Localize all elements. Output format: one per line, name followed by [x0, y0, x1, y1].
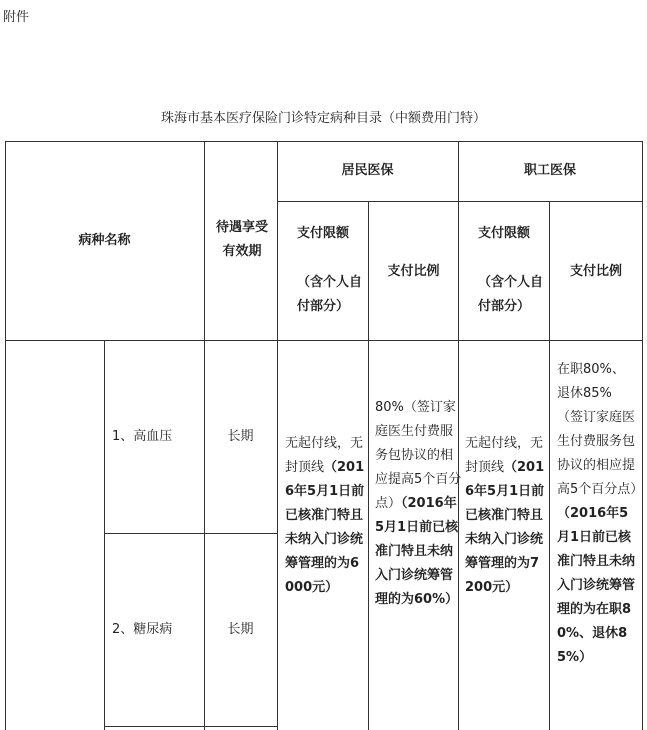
- employee-limit-plain: 无起付线，无封顶线: [465, 436, 544, 475]
- resident-ratio-cell: [375, 396, 465, 612]
- header-validity: 待遇享受有效期: [215, 220, 268, 259]
- header-resident-insurance: 居民医保: [341, 163, 394, 178]
- employee-ratio-bold: （2016年5月1日前已核准门特且未纳入门诊统筹管理的为在职80%、退休85%）: [557, 506, 636, 665]
- header-employee-insurance: 职工医保: [523, 163, 576, 178]
- employee-ratio-plain: 在职80%、退休85%（签订家庭医生付费服务包协议的相应提高5个百分点）: [557, 362, 644, 497]
- resident-ratio-plain: 80%（签订家庭医生付费服务包协议的相应提高5个百分点）: [375, 400, 462, 511]
- header-resident-limit-label: 支付限额: [297, 226, 350, 241]
- attachment-label: 附件: [3, 10, 30, 25]
- row-1-validity: 长期: [227, 429, 254, 444]
- header-employee-limit-note: （含个人自付部分）: [478, 275, 544, 314]
- resident-limit-plain: 无起付线，无封顶线: [285, 436, 364, 475]
- row-2-disease: 2、糖尿病: [112, 622, 173, 637]
- header-resident-limit: [297, 222, 367, 319]
- employee-limit-cell: [465, 432, 545, 600]
- page-title: 珠海市基本医疗保险门诊特定病种目录（中额费用门特）: [160, 111, 486, 126]
- header-resident-limit-note: （含个人自付部分）: [297, 275, 363, 314]
- header-disease-name: 病种名称: [78, 233, 131, 248]
- resident-limit-bold: （2016年5月1日前已核准门特且未纳入门诊统筹管理的为6000元）: [285, 460, 365, 595]
- employee-limit-bold: （2016年5月1日前已核准门特且未纳入门诊统筹管理的为7200元）: [465, 460, 545, 595]
- header-resident-ratio: 支付比例: [387, 264, 440, 279]
- header-employee-ratio: 支付比例: [569, 264, 622, 279]
- resident-ratio-bold: （2016年5月1日前已核准门特且未纳入门诊统筹管理的为60%）: [375, 496, 459, 607]
- row-1-disease: 1、高血压: [112, 429, 173, 444]
- employee-ratio-cell: [557, 358, 644, 670]
- header-employee-limit: [478, 222, 548, 319]
- header-employee-limit-label: 支付限额: [478, 226, 531, 241]
- resident-limit-cell: [285, 432, 365, 600]
- row-2-validity: 长期: [227, 622, 254, 637]
